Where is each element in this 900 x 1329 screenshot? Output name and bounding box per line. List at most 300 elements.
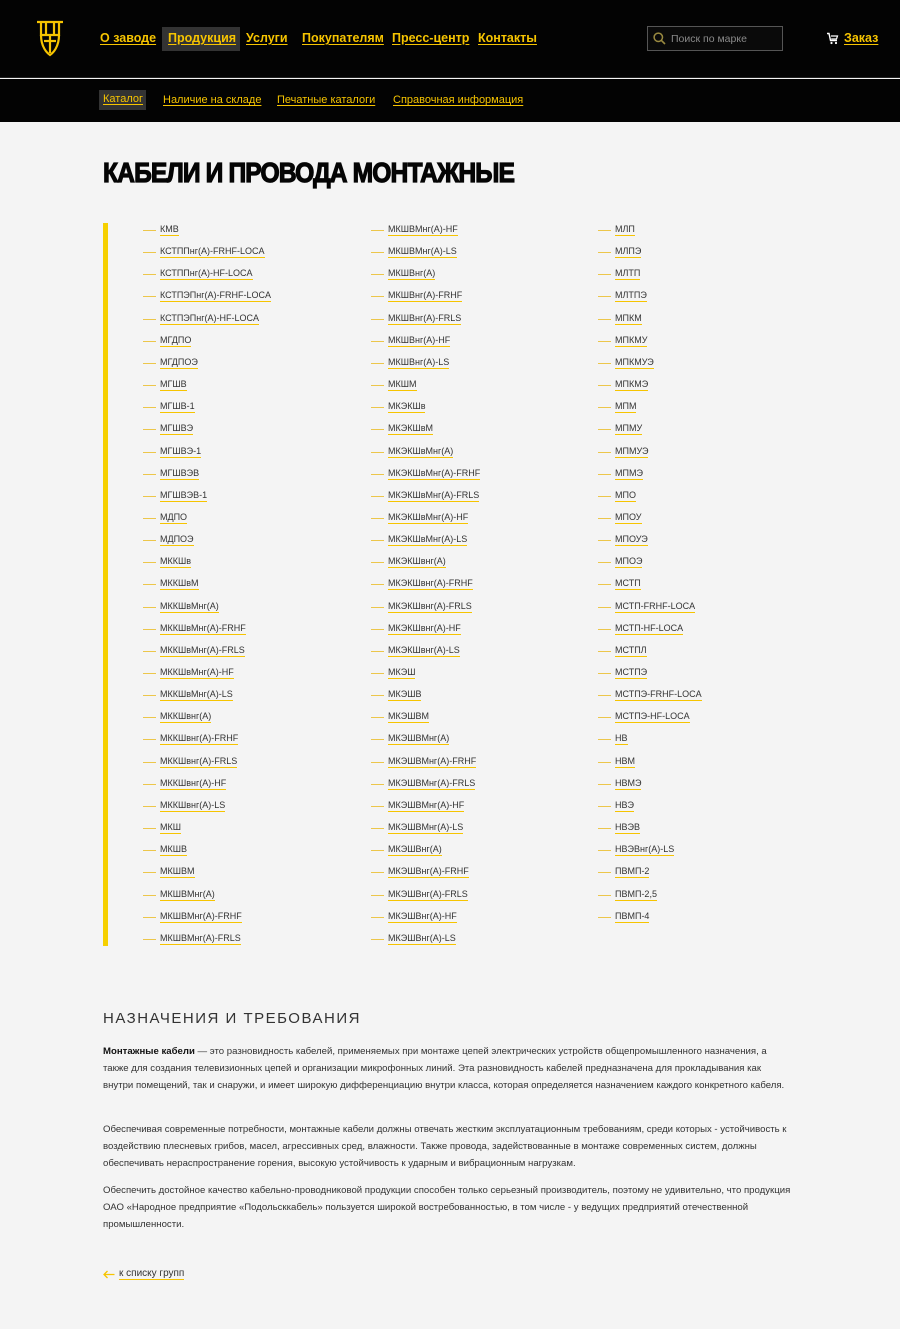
product-link-label: МКЭКШвМнг(А) <box>388 446 454 456</box>
product-link-label: МСТП-FRHF-LOCA <box>615 601 696 611</box>
product-link-label: МКЭШВнг(А)-FRHF <box>388 866 469 876</box>
product-link-label: МККШвнг(А)-LS <box>160 800 226 810</box>
product-link[interactable] <box>598 865 649 879</box>
list-dash <box>143 739 156 740</box>
product-link[interactable] <box>371 732 449 746</box>
product-link[interactable] <box>371 666 415 680</box>
product-link[interactable] <box>598 888 657 902</box>
product-link-label: МЛПЭ <box>615 246 642 256</box>
list-dash <box>371 651 384 652</box>
list-dash <box>371 695 384 696</box>
product-link[interactable] <box>371 777 475 791</box>
list-accent-bar <box>103 223 108 946</box>
product-link[interactable] <box>371 622 461 636</box>
list-dash <box>371 717 384 718</box>
product-link[interactable] <box>143 843 187 857</box>
product-link[interactable] <box>371 888 468 902</box>
product-link-label: КСТППнг(А)-HF-LOCA <box>160 268 253 278</box>
cart-icon <box>826 32 839 45</box>
product-link[interactable] <box>371 511 468 525</box>
product-link[interactable] <box>598 267 640 281</box>
list-dash <box>143 695 156 696</box>
product-link[interactable] <box>371 267 435 281</box>
product-link-label: ПВМП-4 <box>615 911 650 921</box>
product-link[interactable] <box>143 644 245 658</box>
product-link[interactable] <box>143 356 198 370</box>
product-link[interactable] <box>371 865 469 879</box>
nav-buyers[interactable]: Покупателям <box>302 31 384 45</box>
product-link[interactable] <box>143 400 195 414</box>
list-dash <box>371 296 384 297</box>
list-dash <box>598 629 611 630</box>
product-link-label: МСТПЭ-FRHF-LOCA <box>615 689 702 699</box>
search-input[interactable] <box>671 33 776 45</box>
list-dash <box>371 474 384 475</box>
list-dash <box>143 872 156 873</box>
list-dash <box>143 607 156 608</box>
list-dash <box>598 474 611 475</box>
list-dash <box>598 651 611 652</box>
product-link[interactable] <box>371 245 457 259</box>
product-link-label: МПМ <box>615 401 637 411</box>
product-link[interactable] <box>598 622 683 636</box>
list-dash <box>598 717 611 718</box>
product-link[interactable] <box>598 577 641 591</box>
nav-contacts[interactable]: Контакты <box>478 31 537 45</box>
product-link-label: МККШвМнг(А)-FRHF <box>160 623 246 633</box>
product-link-label: ПВМП-2 <box>615 866 650 876</box>
product-link[interactable] <box>371 799 464 813</box>
product-link-label: МКЭКШвМнг(А)-HF <box>388 512 469 522</box>
top-header <box>0 0 900 78</box>
product-link[interactable] <box>371 555 446 569</box>
paragraph-1-bold: Монтажные кабели <box>103 1046 195 1057</box>
product-link[interactable] <box>598 223 635 237</box>
list-dash <box>371 762 384 763</box>
list-dash <box>143 895 156 896</box>
product-link-label: МПО <box>615 490 636 500</box>
product-link-label: МКШМ <box>388 379 417 389</box>
list-dash <box>598 607 611 608</box>
list-dash <box>371 274 384 275</box>
list-dash <box>143 828 156 829</box>
list-dash <box>598 385 611 386</box>
product-link[interactable] <box>598 245 641 259</box>
product-link[interactable] <box>143 777 226 791</box>
product-link[interactable] <box>371 821 463 835</box>
list-dash <box>371 429 384 430</box>
product-link[interactable] <box>371 755 476 769</box>
list-dash <box>143 496 156 497</box>
product-link[interactable] <box>143 710 211 724</box>
product-link-label: МКЭШВнг(А)-LS <box>388 933 456 943</box>
product-link[interactable] <box>143 799 225 813</box>
list-dash <box>371 784 384 785</box>
list-dash <box>143 274 156 275</box>
paragraph-3: Обеспечить достойное качество кабельно-проводниковой продукции способен только серьезный производитель, поэтому не удивительно, что продукция ОАО «Народное предприятие «Подольсккабель» пользуется широкой востребованностью, в том числе - у ведущих предприятий отечественной промышленности. <box>103 1185 791 1231</box>
product-link-label: МПОЭ <box>615 556 643 566</box>
list-dash <box>371 341 384 342</box>
product-link[interactable] <box>598 378 648 392</box>
product-link[interactable] <box>371 688 421 702</box>
list-dash <box>598 540 611 541</box>
list-dash <box>371 828 384 829</box>
product-link[interactable] <box>598 467 643 481</box>
product-link-label: МКЭКШвМнг(А)-FRHF <box>388 468 481 478</box>
list-dash <box>143 230 156 231</box>
list-dash <box>598 407 611 408</box>
product-link-label: НВЭВнг(А)-LS <box>615 844 675 854</box>
nav-press-center[interactable]: Пресс-центр <box>392 31 470 45</box>
list-dash <box>371 607 384 608</box>
list-dash <box>371 319 384 320</box>
product-link[interactable] <box>371 489 479 503</box>
product-link[interactable] <box>598 334 647 348</box>
list-dash <box>371 407 384 408</box>
product-link-label: МКШВМнг(А)-FRLS <box>160 933 241 943</box>
product-link[interactable] <box>598 732 628 746</box>
product-link-label: МДПОЭ <box>160 534 194 544</box>
product-link[interactable] <box>598 555 642 569</box>
back-to-groups-link[interactable] <box>103 1268 184 1280</box>
product-link-label: МКШВ <box>160 844 187 854</box>
product-link-label: МКЭКШв <box>388 401 426 411</box>
product-link[interactable] <box>598 666 647 680</box>
list-dash <box>371 518 384 519</box>
product-link[interactable] <box>598 445 648 459</box>
list-dash <box>371 806 384 807</box>
product-link[interactable] <box>371 422 433 436</box>
product-link-label: МКШВМнг(А)-FRHF <box>160 911 242 921</box>
product-link[interactable] <box>598 755 635 769</box>
product-link[interactable] <box>143 422 193 436</box>
product-link[interactable] <box>371 932 456 946</box>
list-dash <box>598 452 611 453</box>
product-link[interactable] <box>143 555 191 569</box>
subnav-reference-info[interactable]: Справочная информация <box>393 94 524 106</box>
product-link[interactable] <box>371 312 461 326</box>
paragraph-1 <box>103 1043 793 1095</box>
product-link[interactable] <box>143 223 179 237</box>
product-link[interactable] <box>143 267 253 281</box>
list-dash <box>143 673 156 674</box>
nav-about[interactable]: О заводе <box>100 31 157 45</box>
list-dash <box>143 584 156 585</box>
product-link[interactable] <box>143 245 265 259</box>
list-dash <box>143 252 156 253</box>
product-link-label: МККШвнг(А)-HF <box>160 778 227 788</box>
product-link-label: НВЭ <box>615 800 634 810</box>
product-link[interactable] <box>598 489 636 503</box>
list-dash <box>371 850 384 851</box>
product-link[interactable] <box>143 533 194 547</box>
list-dash <box>371 673 384 674</box>
product-link-label: МКЭКШвнг(А)-HF <box>388 623 461 633</box>
paragraph-1-text: — это разновидность кабелей, применяемых при монтаже цепей электрических устройств общепромышленного назначения, а также для создания телевизионных цепей и организации микрофонных линий. Эта разновидность кабелей предназначена для прокладывания как внутри помещений, так и снаружи, и имеет широкую дифференциацию внутри класса, которая определяется назначением каждого конкретного кабеля. <box>103 1046 785 1092</box>
list-dash <box>143 518 156 519</box>
list-dash <box>598 695 611 696</box>
subnav-in-stock[interactable]: Наличие на складе <box>163 94 262 106</box>
product-link-label: МКЭКШвнг(А)-FRHF <box>388 578 473 588</box>
list-dash <box>371 252 384 253</box>
list-dash <box>143 717 156 718</box>
product-link[interactable] <box>143 688 233 702</box>
product-link-label: МПМЭ <box>615 468 643 478</box>
product-link-label: МКЭШВнг(А)-FRLS <box>388 889 468 899</box>
product-link[interactable] <box>598 600 695 614</box>
product-link[interactable] <box>598 533 648 547</box>
product-link-label: МКЭКШвнг(А) <box>388 556 446 566</box>
product-link-label: МКШВМнг(А)-LS <box>388 246 457 256</box>
product-link[interactable] <box>143 910 242 924</box>
list-dash <box>598 319 611 320</box>
paragraph-2: Обеспечивая современные потребности, монтажные кабели должны отвечать жестким эксплуатационным требованиям, среди которых - устойчивость к воздействию плесневых грибов, масел, агрессивных сред, влажности. Также провода, задействованные в монтаже современных систем, должны обеспечивать нераспространение горения, высокую устойчивость к ударным и вибрационным нагрузкам. <box>103 1124 787 1170</box>
product-link[interactable] <box>143 666 234 680</box>
product-link-label: МГДПОЭ <box>160 357 198 367</box>
product-link-label: КСТПЭПнг(А)-FRHF-LOCA <box>160 290 271 300</box>
list-dash <box>371 562 384 563</box>
product-link[interactable] <box>371 533 467 547</box>
list-dash <box>371 872 384 873</box>
product-link-label: МПМУ <box>615 423 643 433</box>
product-link-label: НВМЭ <box>615 778 642 788</box>
product-link[interactable] <box>143 312 259 326</box>
product-link-label: МКШВнг(А)-LS <box>388 357 450 367</box>
product-link[interactable] <box>371 910 457 924</box>
list-dash <box>371 385 384 386</box>
product-link[interactable] <box>598 644 647 658</box>
product-link-label: МККШвМ <box>160 578 199 588</box>
product-link[interactable] <box>143 445 201 459</box>
product-link-label: МСТПЭ <box>615 667 648 677</box>
product-link[interactable] <box>143 932 241 946</box>
list-dash <box>598 850 611 851</box>
product-link-label: МКЭШВнг(А) <box>388 844 442 854</box>
list-dash <box>598 429 611 430</box>
product-link-label: МККШвМнг(А)-FRLS <box>160 645 245 655</box>
product-link[interactable] <box>143 489 207 503</box>
list-dash <box>598 673 611 674</box>
product-link-label: МГШВЭ-1 <box>160 446 202 456</box>
product-link-label: МКШВнг(А)-FRHF <box>388 290 463 300</box>
list-dash <box>598 739 611 740</box>
product-link-label: МКЭШВнг(А)-HF <box>388 911 457 921</box>
list-dash <box>371 584 384 585</box>
list-dash <box>371 496 384 497</box>
product-link[interactable] <box>371 356 449 370</box>
product-link[interactable] <box>598 356 654 370</box>
product-link[interactable] <box>143 577 199 591</box>
product-link[interactable] <box>598 511 642 525</box>
product-link-label: ПВМП-2,5 <box>615 889 657 899</box>
list-dash <box>143 474 156 475</box>
product-link[interactable] <box>143 289 271 303</box>
product-link-label: НВМ <box>615 756 635 766</box>
list-dash <box>371 540 384 541</box>
product-link-label: НВ <box>615 733 628 743</box>
product-link-label: МКШВнг(А) <box>388 268 436 278</box>
product-link[interactable] <box>371 334 450 348</box>
list-dash <box>143 341 156 342</box>
product-link[interactable] <box>598 821 640 835</box>
product-link-label: МЛТП <box>615 268 641 278</box>
product-link[interactable] <box>143 467 199 481</box>
product-link[interactable] <box>143 622 246 636</box>
list-dash <box>143 939 156 940</box>
list-dash <box>143 363 156 364</box>
subnav-catalog[interactable]: Каталог <box>99 90 146 110</box>
product-link[interactable] <box>598 843 674 857</box>
nav-products[interactable] <box>162 27 240 51</box>
product-link[interactable] <box>371 577 473 591</box>
product-link-label: МКЭШ <box>388 667 416 677</box>
product-link-label: МКЭШВМнг(А) <box>388 733 450 743</box>
product-link[interactable] <box>143 334 191 348</box>
product-link-label: КСТППнг(А)-FRHF-LOCA <box>160 246 265 256</box>
product-link[interactable] <box>598 312 642 326</box>
list-dash <box>598 518 611 519</box>
product-link-label: КМВ <box>160 224 179 234</box>
product-link-label: МПКМУ <box>615 335 648 345</box>
product-link-label: МСТП <box>615 578 641 588</box>
product-link[interactable] <box>371 710 429 724</box>
product-link-label: НВЭВ <box>615 822 640 832</box>
product-link-label: МГШВ <box>160 379 187 389</box>
nav-products-label: Продукция <box>168 31 237 45</box>
product-link[interactable] <box>598 400 636 414</box>
list-dash <box>598 872 611 873</box>
list-dash <box>143 385 156 386</box>
subnav-printed-catalogs[interactable]: Печатные каталоги <box>277 94 376 106</box>
product-link-label: МКЭКШвМнг(А)-LS <box>388 534 468 544</box>
product-link-label: МПОУ <box>615 512 642 522</box>
product-link-label: МКЭШВМнг(А)-LS <box>388 822 464 832</box>
page-title: КАБЕЛИ И ПРОВОДА МОНТАЖНЫЕ <box>103 157 515 188</box>
product-link[interactable] <box>598 777 641 791</box>
list-dash <box>143 629 156 630</box>
product-link[interactable] <box>143 732 238 746</box>
search-icon[interactable] <box>653 32 666 45</box>
sub-header <box>0 79 900 122</box>
product-link-label: МКЭШВ <box>388 689 422 699</box>
product-link-label: МКШВМ <box>160 866 195 876</box>
section-heading: НАЗНАЧЕНИЯ И ТРЕБОВАНИЯ <box>103 1010 361 1027</box>
product-link[interactable] <box>598 710 690 724</box>
list-dash <box>143 296 156 297</box>
product-link-label: МГШВЭВ-1 <box>160 490 208 500</box>
product-link-label: МКШВМнг(А) <box>160 889 215 899</box>
product-link-label: МККШвнг(А) <box>160 711 212 721</box>
product-link[interactable] <box>371 223 458 237</box>
product-link-label: МККШв <box>160 556 192 566</box>
product-link-label: МКЭШВМ <box>388 711 429 721</box>
company-logo-icon[interactable] <box>35 19 65 57</box>
arrow-left-icon <box>103 1270 115 1279</box>
list-dash <box>143 784 156 785</box>
product-link-label: МЛП <box>615 224 635 234</box>
list-dash <box>598 252 611 253</box>
list-dash <box>598 895 611 896</box>
product-link-label: МПКМ <box>615 313 642 323</box>
list-dash <box>371 363 384 364</box>
product-link-label: МКЭШВМнг(А)-FRLS <box>388 778 476 788</box>
product-link[interactable] <box>371 378 417 392</box>
product-link[interactable] <box>598 688 702 702</box>
product-link[interactable] <box>371 600 472 614</box>
list-dash <box>371 629 384 630</box>
list-dash <box>598 562 611 563</box>
product-link-label: МПМУЭ <box>615 446 649 456</box>
product-link-label: МККШвМнг(А)-LS <box>160 689 233 699</box>
product-link[interactable] <box>371 467 480 481</box>
product-link[interactable] <box>598 289 647 303</box>
list-dash <box>598 917 611 918</box>
list-dash <box>143 917 156 918</box>
product-link[interactable] <box>143 600 219 614</box>
product-link[interactable] <box>143 821 181 835</box>
product-link[interactable] <box>598 910 649 924</box>
product-link[interactable] <box>143 865 195 879</box>
product-link-label: МККШвМнг(А)-HF <box>160 667 234 677</box>
product-link[interactable] <box>371 843 442 857</box>
order-link[interactable] <box>826 31 878 45</box>
product-link-label: МГШВЭВ <box>160 468 200 478</box>
list-dash <box>371 452 384 453</box>
product-link-label: МГШВЭ <box>160 423 194 433</box>
back-link-label: к списку групп <box>119 1268 185 1279</box>
product-link-label: МСТП-HF-LOCA <box>615 623 684 633</box>
list-dash <box>143 429 156 430</box>
product-link-label: КСТПЭПнг(А)-HF-LOCA <box>160 313 259 323</box>
list-dash <box>598 806 611 807</box>
list-dash <box>143 762 156 763</box>
list-dash <box>598 341 611 342</box>
list-dash <box>143 850 156 851</box>
product-link[interactable] <box>143 888 215 902</box>
list-dash <box>143 319 156 320</box>
search-box[interactable] <box>647 26 783 51</box>
nav-services[interactable]: Услуги <box>246 31 288 45</box>
product-link-label: МКЭКШвнг(А)-LS <box>388 645 460 655</box>
list-dash <box>143 806 156 807</box>
product-link[interactable] <box>371 289 462 303</box>
product-link[interactable] <box>371 644 460 658</box>
product-link-label: МСТПЛ <box>615 645 647 655</box>
product-link-label: МПОУЭ <box>615 534 648 544</box>
product-link-label: МКЭШВМнг(А)-FRHF <box>388 756 477 766</box>
product-link[interactable] <box>371 445 453 459</box>
product-link-label: МКШВМнг(А)-HF <box>388 224 458 234</box>
product-link[interactable] <box>143 755 237 769</box>
list-dash <box>371 895 384 896</box>
product-link-label: МКШ <box>160 822 181 832</box>
product-link[interactable] <box>143 378 187 392</box>
list-dash <box>143 540 156 541</box>
product-link-label: МККШвМнг(А) <box>160 601 219 611</box>
product-link-label: МДПО <box>160 512 188 522</box>
product-link-label: МПКМУЭ <box>615 357 654 367</box>
list-dash <box>371 739 384 740</box>
list-dash <box>371 917 384 918</box>
list-dash <box>143 562 156 563</box>
product-link[interactable] <box>371 400 425 414</box>
product-link[interactable] <box>598 422 642 436</box>
product-link-label: МЛТПЭ <box>615 290 647 300</box>
product-link[interactable] <box>143 511 187 525</box>
product-link[interactable] <box>598 799 634 813</box>
product-link-label: МККШвнг(А)-FRLS <box>160 756 238 766</box>
order-label: Заказ <box>844 31 879 45</box>
